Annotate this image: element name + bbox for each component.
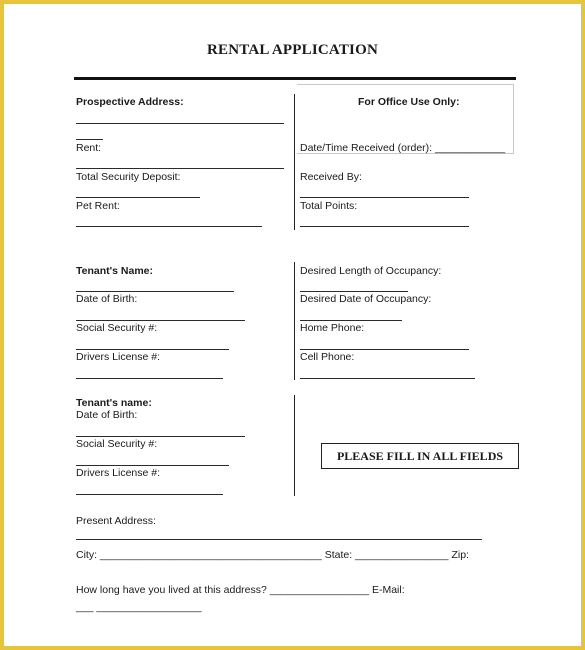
fill-all-fields-notice: PLEASE FILL IN ALL FIELDS bbox=[321, 443, 519, 469]
pet-rent-label: Pet Rent: bbox=[76, 200, 120, 212]
prospective-address-line-2[interactable] bbox=[76, 139, 103, 140]
desired-length-label: Desired Length of Occupancy: bbox=[300, 265, 442, 277]
tenant2-ssn-label: Social Security #: bbox=[76, 438, 158, 450]
city-state-zip-field[interactable]: City: ______________________________________ State: ________________ Zip: bbox=[76, 549, 469, 561]
home-phone-line[interactable] bbox=[300, 349, 469, 350]
column-divider-bottom bbox=[294, 395, 295, 496]
how-long-email-field[interactable]: How long have you lived at this address? _________________ E-Mail: bbox=[76, 584, 405, 596]
tenant-dob-label: Date of Birth: bbox=[76, 293, 138, 305]
tenant-license-line[interactable] bbox=[76, 378, 223, 379]
cell-phone-line[interactable] bbox=[300, 378, 475, 379]
rent-line[interactable] bbox=[76, 168, 284, 169]
desired-date-label: Desired Date of Occupancy: bbox=[300, 293, 432, 305]
desired-length-line[interactable] bbox=[300, 291, 408, 292]
rent-label: Rent: bbox=[76, 142, 102, 154]
received-by-line[interactable] bbox=[300, 197, 469, 198]
tenant2-license-line[interactable] bbox=[76, 494, 223, 495]
security-deposit-line[interactable] bbox=[76, 197, 200, 198]
desired-date-line[interactable] bbox=[300, 320, 402, 321]
email-line[interactable]: ___ __________________ bbox=[76, 601, 202, 613]
security-deposit-label: Total Security Deposit: bbox=[76, 171, 181, 183]
tenant2-ssn-line[interactable] bbox=[76, 465, 229, 466]
tenant-license-label: Drivers License #: bbox=[76, 351, 161, 363]
tenant2-name-label: Tenant's name: bbox=[76, 397, 152, 409]
present-address-line[interactable] bbox=[76, 539, 482, 540]
total-points-line[interactable] bbox=[300, 226, 469, 227]
form-sheet bbox=[4, 4, 581, 646]
tenant-ssn-label: Social Security #: bbox=[76, 322, 158, 334]
tenant2-dob-label: Date of Birth: bbox=[76, 409, 138, 421]
tenant2-dob-line[interactable] bbox=[76, 436, 245, 437]
tenant-ssn-line[interactable] bbox=[76, 349, 229, 350]
prospective-address-label: Prospective Address: bbox=[76, 96, 184, 108]
prospective-address-line-1[interactable] bbox=[76, 123, 284, 124]
total-points-label: Total Points: bbox=[300, 200, 358, 212]
tenant-name-label: Tenant's Name: bbox=[76, 265, 153, 277]
tenant2-license-label: Drivers License #: bbox=[76, 467, 161, 479]
office-use-heading: For Office Use Only: bbox=[358, 96, 460, 108]
cell-phone-label: Cell Phone: bbox=[300, 351, 355, 363]
pet-rent-line[interactable] bbox=[76, 226, 262, 227]
home-phone-label: Home Phone: bbox=[300, 322, 365, 334]
present-address-label: Present Address: bbox=[76, 515, 156, 527]
date-time-received-field[interactable]: Date/Time Received (order): ____________ bbox=[300, 142, 506, 154]
tenant-dob-line[interactable] bbox=[76, 320, 245, 321]
received-by-label: Received By: bbox=[300, 171, 362, 183]
title-divider bbox=[74, 77, 516, 80]
column-divider-middle bbox=[294, 262, 295, 380]
column-divider-top bbox=[294, 94, 295, 230]
tenant-name-line[interactable] bbox=[76, 291, 234, 292]
page-title: RENTAL APPLICATION bbox=[207, 42, 378, 58]
